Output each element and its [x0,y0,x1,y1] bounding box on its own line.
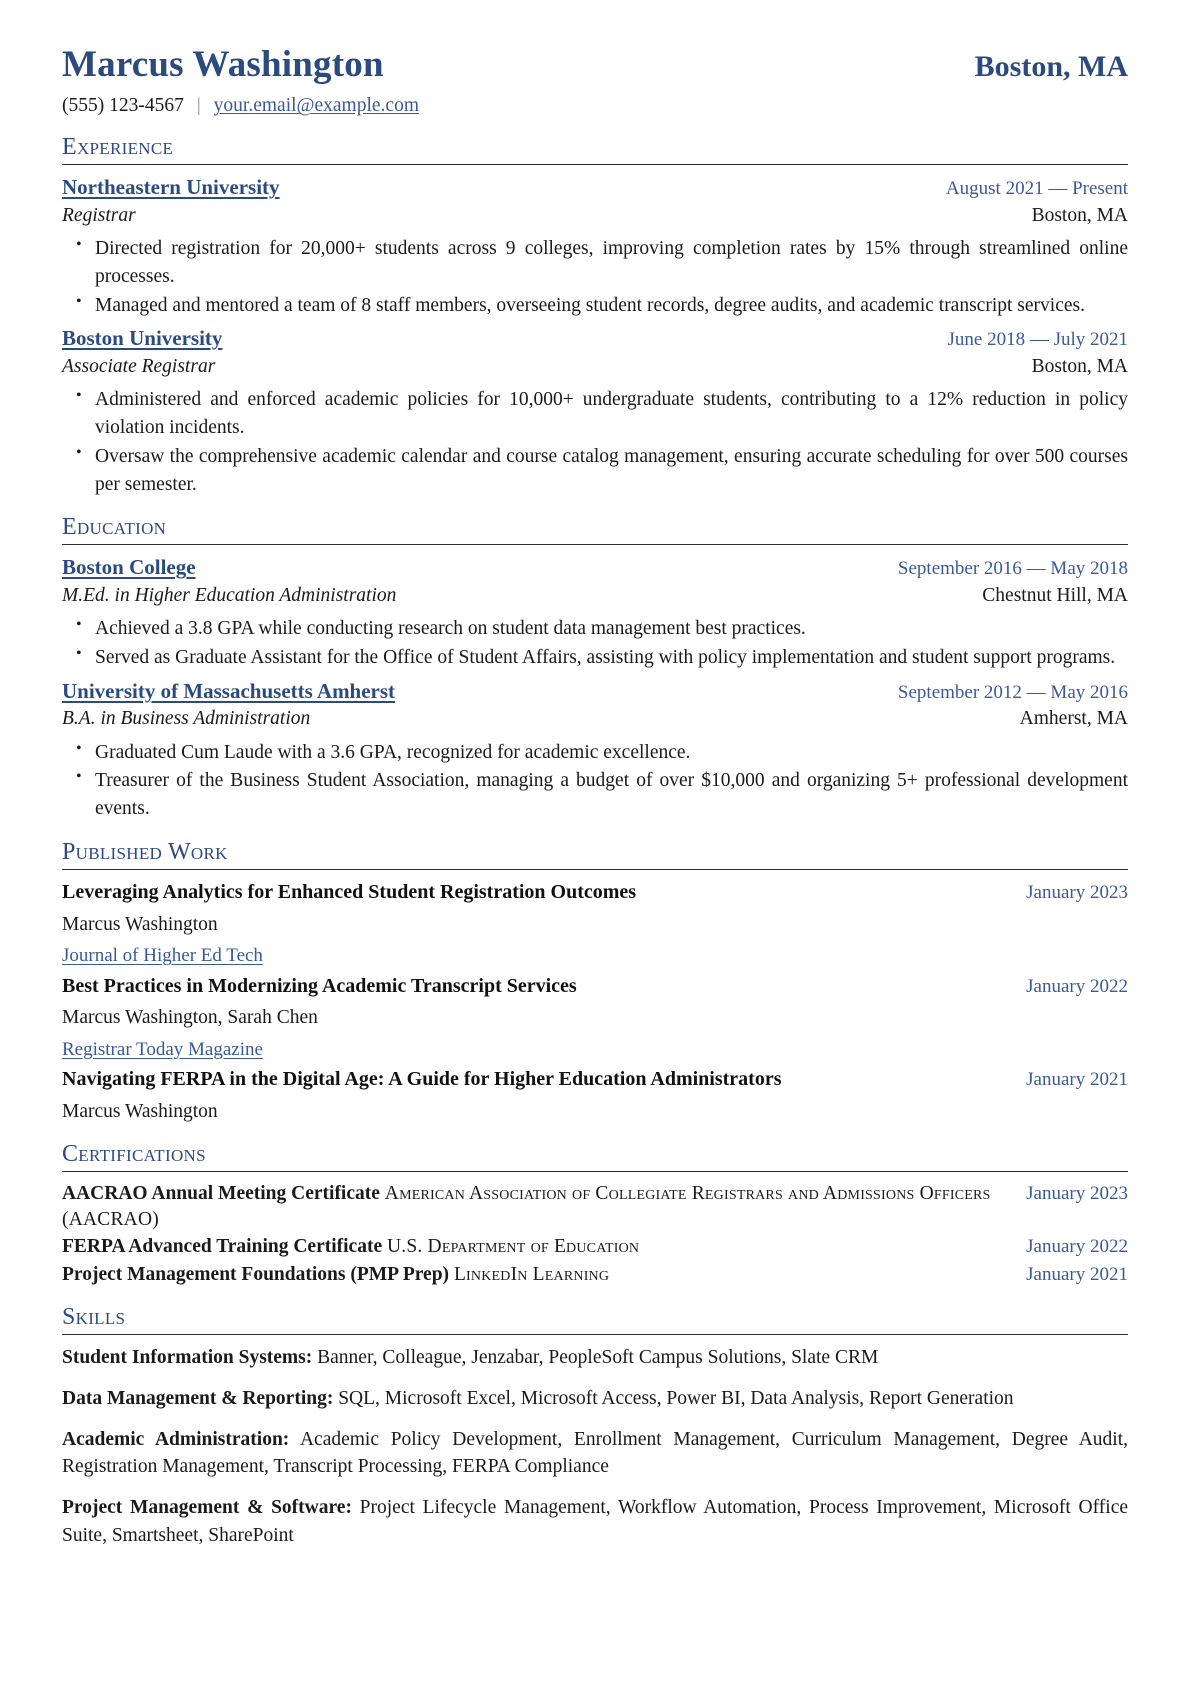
certification-issuer: U.S. Department of Education [386,1236,640,1258]
employer-name[interactable]: Northeastern University [62,175,280,200]
section-divider [62,869,1128,870]
job-location: Boston, MA [1031,205,1128,227]
publication-entry [62,879,1128,969]
employment-dates: August 2021 — Present [945,178,1128,200]
section-title-published-work: Published Work [62,838,228,865]
school-location: Chestnut Hill, MA [982,585,1128,607]
education-entry [62,678,1128,823]
job-title: Associate Registrar [62,356,216,378]
entry-subheader [62,354,1128,380]
entry-header [62,678,1128,706]
skill-group [62,1494,1128,1549]
skill-category: Project Management & Software: [62,1496,352,1518]
school-name[interactable]: Boston College [62,555,196,580]
school-location: Amherst, MA [1019,708,1128,730]
certification-name: Project Management Foundations (PMP Prep) [62,1263,450,1285]
section-divider [62,1171,1128,1172]
certification-text [62,1234,655,1260]
achievement-list [62,615,1128,671]
skill-group [62,1385,1128,1413]
publication-authors: Marcus Washington, Sarah Chen [62,1007,318,1029]
skill-items: Academic Policy Development, Enrollment Management, Curriculum Management, Degree Audit, Registration Management, Transcript Processing, FERPA Compliance [62,1428,1128,1478]
employment-dates: June 2018 — July 2021 [947,329,1128,351]
section-title-experience: Experience [62,134,174,161]
list-item: • Served as Graduate Assistant for the Office of Student Affairs, assisting with policy implementation and student support programs. [92,644,1128,672]
certification-date: January 2023 [1026,1182,1128,1204]
education-entry [62,554,1128,671]
section-certifications [62,1142,1128,1288]
publication-journal-link[interactable]: Journal of Higher Ed Tech [62,945,263,967]
publication-header [62,973,1128,1000]
certification-issuer: American Association of Collegiate Registrars and Admissions Officers (AACRAO) [62,1182,991,1231]
experience-entry [62,174,1128,319]
certification-date: January 2022 [1026,1236,1128,1258]
email-link[interactable]: your.email@example.com [213,95,419,117]
degree-name: M.Ed. in Higher Education Administration [62,585,397,607]
section-education [62,515,1128,823]
publication-entry [62,973,1128,1063]
school-name[interactable]: University of Massachusetts Amherst [62,678,396,703]
list-item: • Treasurer of the Business Student Association, managing a budget of over $10,000 and organizing 5+ professional development events. [92,767,1128,822]
responsibility-list [62,386,1128,498]
responsibility-list [62,235,1128,319]
achievement-list [62,739,1128,823]
publication-title: Navigating FERPA in the Digital Age: A Guide for Higher Education Administrators [62,1068,782,1091]
list-item: • Achieved a 3.8 GPA while conducting research on student data management best practices. [92,615,1128,643]
certification-date: January 2021 [1026,1263,1128,1285]
employer-name[interactable]: Boston University [62,326,223,351]
skill-category: Academic Administration: [62,1428,290,1450]
publication-title: Leveraging Analytics for Enhanced Student Registration Outcomes [62,881,637,904]
entry-subheader [62,203,1128,229]
section-divider [62,164,1128,165]
list-item: • Oversaw the comprehensive academic calendar and course catalog management, ensuring accurate scheduling for over 500 courses per semester. [92,443,1128,498]
list-item: • Graduated Cum Laude with a 3.6 GPA, recognized for academic excellence. [92,739,1128,767]
phone-number: (555) 123-4567 [62,95,184,117]
publication-entry [62,1066,1128,1124]
education-dates: September 2012 — May 2016 [897,681,1128,703]
candidate-name: Marcus Washington [62,44,384,85]
skill-group [62,1344,1128,1372]
list-item: • Administered and enforced academic policies for 10,000+ undergraduate students, contributing to a 12% reduction in policy violation incidents. [92,386,1128,441]
section-experience [62,135,1128,498]
section-title-certifications: Certifications [62,1140,206,1167]
publication-journal-link[interactable]: Registrar Today Magazine [62,1038,263,1060]
certification-entry [62,1262,1128,1288]
entry-subheader [62,706,1128,732]
education-dates: September 2016 — May 2018 [897,558,1128,580]
degree-name: B.A. in Business Administration [62,708,311,730]
publication-header [62,1066,1128,1093]
contact-separator: | [196,95,201,117]
skill-category: Data Management & Reporting: [62,1387,334,1409]
entry-header [62,174,1128,202]
certification-text [62,1262,625,1288]
section-skills [62,1305,1128,1549]
skill-category: Student Information Systems: [62,1347,313,1369]
certification-name: AACRAO Annual Meeting Certificate [62,1182,380,1204]
publication-header [62,879,1128,906]
skill-items: Project Lifecycle Management, Workflow Automation, Process Improvement, Microsoft Office Suite, Smartsheet, SharePoint [62,1496,1129,1546]
section-title-skills: Skills [62,1303,126,1330]
entry-header [62,325,1128,353]
section-published-work [62,840,1128,1125]
section-divider [62,1334,1128,1335]
experience-entry [62,325,1128,498]
job-title: Registrar [62,205,136,227]
list-item: • Directed registration for 20,000+ students across 9 colleges, improving completion rates by 15% through streamlined online processes. [92,235,1128,290]
job-location: Boston, MA [1031,356,1128,378]
publication-title: Best Practices in Modernizing Academic Transcript Services [62,974,577,997]
publication-date: January 2022 [1026,975,1128,997]
entry-subheader [62,583,1128,609]
publication-authors: Marcus Washington [62,1101,218,1123]
publication-date: January 2021 [1026,1069,1128,1091]
resume-header [62,44,1128,85]
publication-authors: Marcus Washington [62,913,218,935]
certification-entry [62,1181,1128,1234]
skill-group [62,1426,1128,1481]
certification-name: FERPA Advanced Training Certificate [62,1236,383,1258]
certification-entry [62,1234,1128,1260]
certification-text [62,1181,1026,1234]
section-divider [62,544,1128,545]
list-item: • Managed and mentored a team of 8 staff members, overseeing student records, degree audits, and academic transcript services. [92,292,1128,320]
publication-date: January 2023 [1026,882,1128,904]
skill-items: Banner, Colleague, Jenzabar, PeopleSoft Campus Solutions, Slate CRM [317,1347,879,1369]
entry-header [62,554,1128,582]
skill-items: SQL, Microsoft Excel, Microsoft Access, Power BI, Data Analysis, Report Generation [338,1387,1014,1409]
certification-issuer: LinkedIn Learning [453,1263,610,1285]
contact-info [62,94,1128,118]
section-title-education: Education [62,514,167,541]
candidate-location: Boston, MA [974,50,1128,83]
